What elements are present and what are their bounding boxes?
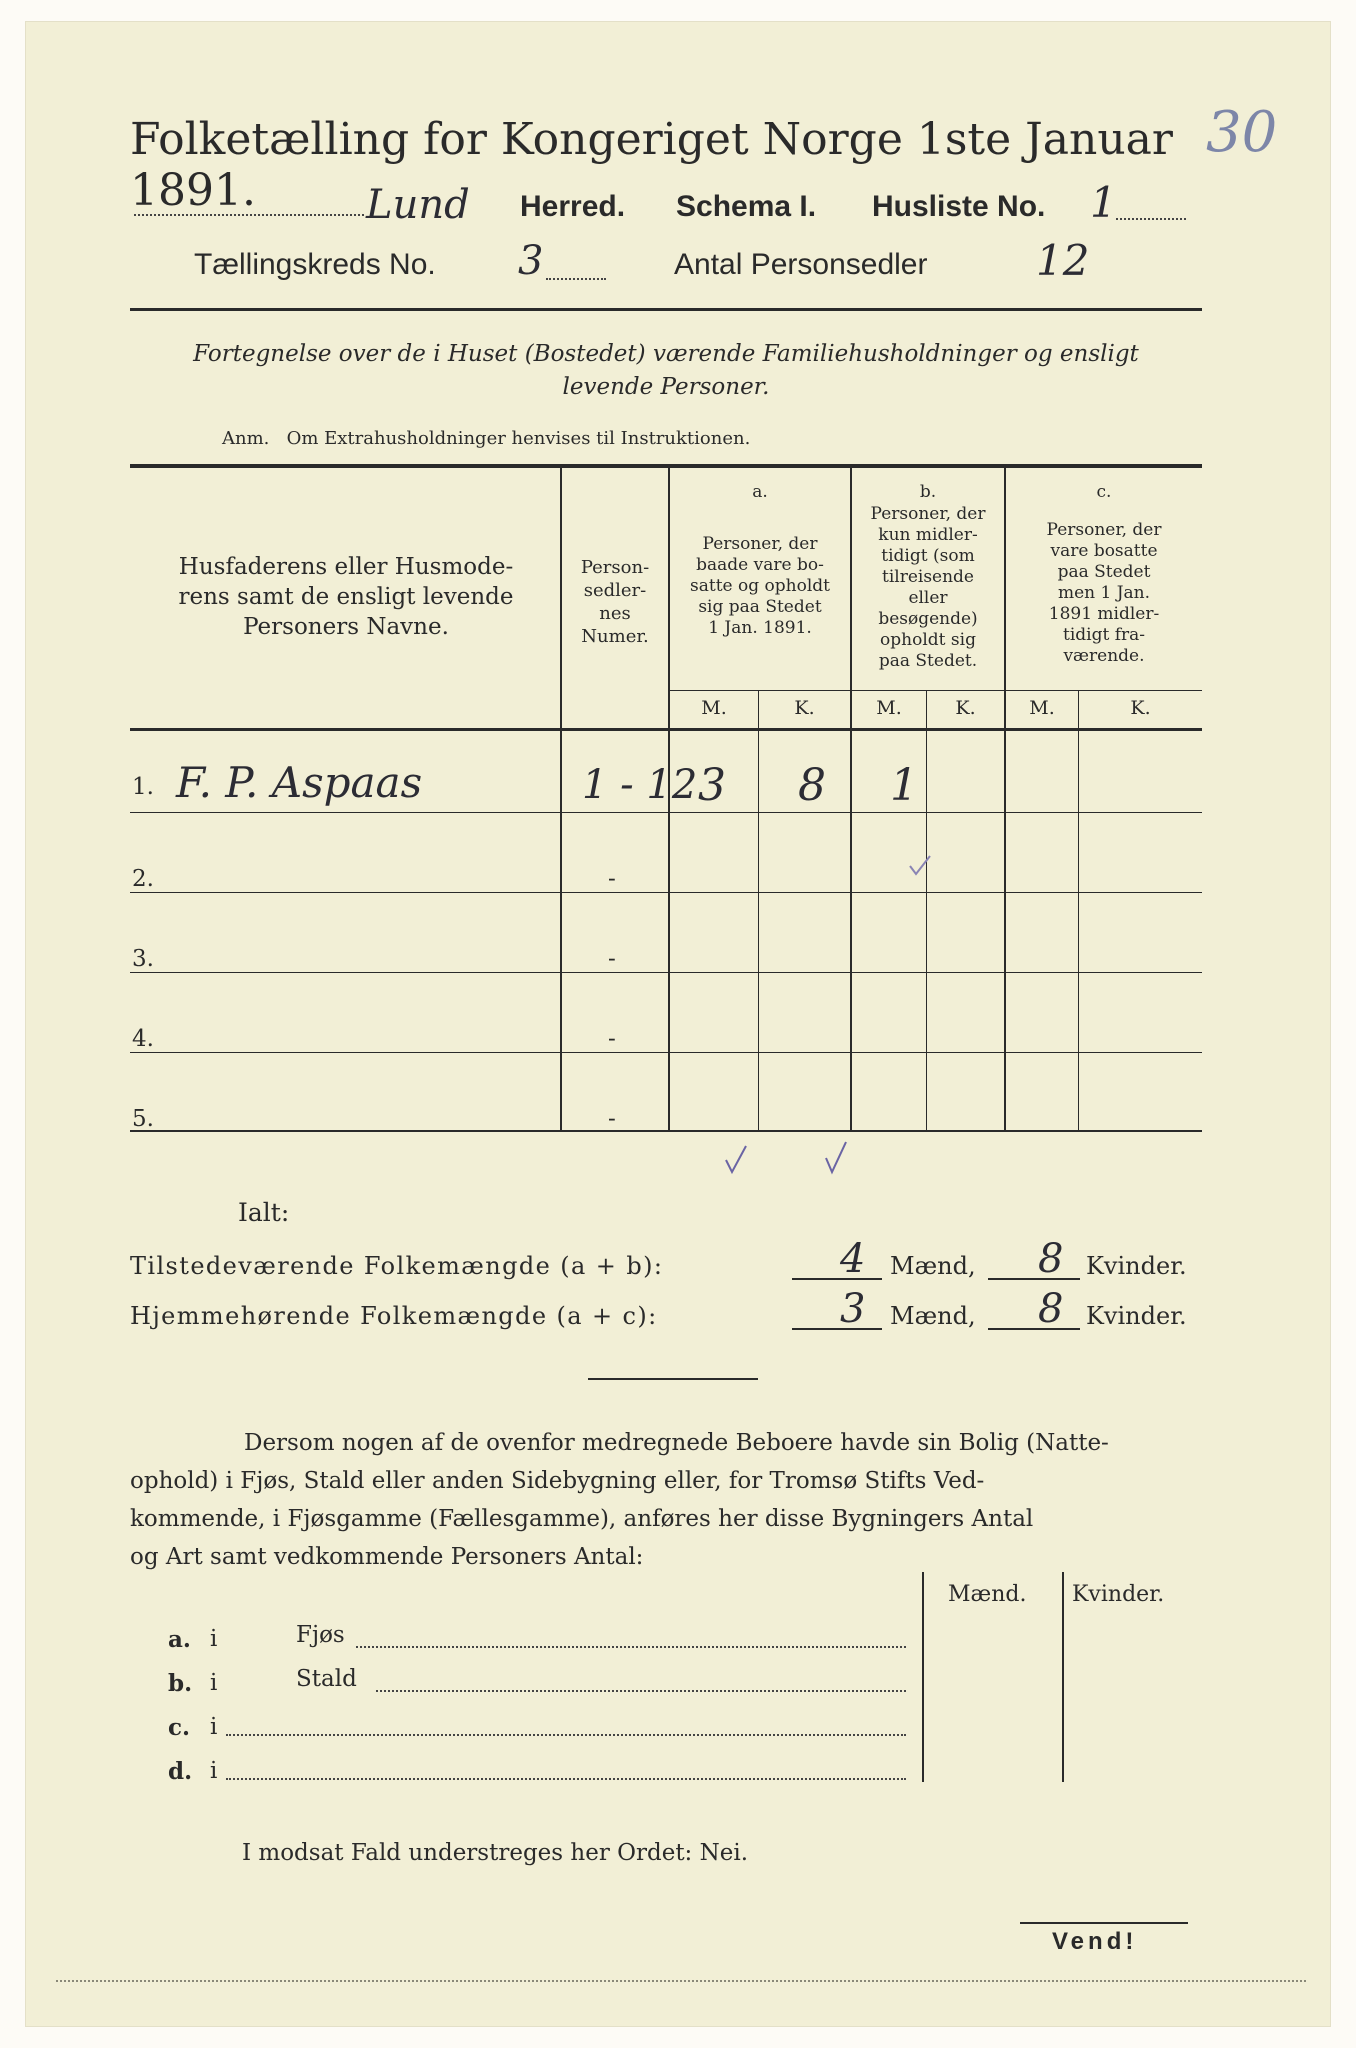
schema-label: Schema I. xyxy=(676,190,817,223)
header-person-number: Person- sedler- nes Numer. xyxy=(580,557,650,647)
b-k-label: K. xyxy=(955,697,976,719)
row-rule-2 xyxy=(130,892,1202,893)
b-m-label: M. xyxy=(876,697,902,719)
outbuilding-b-i: i xyxy=(210,1670,218,1696)
header-a: Personer, der baade vare bo- satte og opholdt sig paa Stedet 1 Jan. 1891. xyxy=(690,534,830,638)
outbuilding-rule-2 xyxy=(1062,1572,1064,1782)
anm-note xyxy=(222,428,750,449)
outbuilding-a-dots xyxy=(356,1646,906,1648)
herred-name: Lund xyxy=(366,182,470,228)
row-4-number: 4. xyxy=(132,1026,154,1052)
personsedler-label: Antal Personsedler xyxy=(674,248,928,281)
row-rule-3 xyxy=(130,972,1202,973)
intro-line-2: levende Personer. xyxy=(562,374,770,400)
resident-k: 8 xyxy=(1038,1286,1064,1332)
outbuilding-a-letter: a. xyxy=(168,1626,191,1653)
c-m-label: M. xyxy=(1029,697,1055,719)
present-k: 8 xyxy=(1038,1236,1064,1282)
col-rule-a-mk xyxy=(758,690,759,1130)
husliste-dots xyxy=(1116,218,1186,220)
outbuilding-kvinder-header: Kvinder. xyxy=(1072,1582,1165,1607)
row-5-number: 5. xyxy=(132,1106,154,1132)
husliste-number: 1 xyxy=(1090,178,1117,227)
form-title: Folketælling for Kongeriget Norge 1ste Januar 1891. xyxy=(130,114,1173,216)
page-number: 30 xyxy=(1206,100,1278,165)
vend-label: Vend! xyxy=(1052,1928,1138,1955)
present-maend: Mænd, xyxy=(890,1252,976,1280)
check-mark-icon xyxy=(722,1142,752,1182)
outbuilding-c-i: i xyxy=(210,1714,218,1740)
kreds-label: Tællingskreds No. xyxy=(194,248,436,281)
row-1-name: F. P. Aspaas xyxy=(176,758,423,807)
kreds-dots xyxy=(546,278,606,280)
herred-dots xyxy=(134,214,364,216)
header-b-letter: b. xyxy=(919,482,937,502)
row-rule-1 xyxy=(130,812,1202,813)
personsedler-count: 12 xyxy=(1036,236,1090,285)
row-3-persons: - xyxy=(608,946,616,972)
row-1-b-m: 1 xyxy=(890,760,918,811)
resident-k-line xyxy=(988,1328,1080,1330)
resident-maend: Mænd, xyxy=(890,1302,976,1330)
row-1-number: 1. xyxy=(132,774,154,800)
footer-note: I modsat Fald understreges her Ordet: Nei. xyxy=(242,1840,749,1866)
outbuilding-rule-1 xyxy=(922,1572,924,1782)
present-m-line xyxy=(792,1278,882,1280)
anm-label: Anm. xyxy=(222,428,270,449)
mk-top-rule xyxy=(670,690,1202,691)
outbuilding-d-dots xyxy=(226,1778,906,1780)
anm-text: Om Extrahusholdninger henvises til Instruktionen. xyxy=(286,428,751,449)
present-k-line xyxy=(988,1278,1080,1280)
outbuilding-a-label: Fjøs xyxy=(296,1622,345,1648)
row-4-persons: - xyxy=(608,1026,616,1052)
outbuilding-maend-header: Mænd. xyxy=(948,1582,1027,1607)
census-form-page xyxy=(26,22,1330,2026)
kreds-number: 3 xyxy=(518,238,544,284)
row-1-persons: 1 - 12 xyxy=(582,762,698,808)
outbuilding-a-i: i xyxy=(210,1626,218,1652)
outbuilding-b-dots xyxy=(376,1690,906,1692)
row-rule-4 xyxy=(130,1052,1202,1053)
present-label: Tilstedeværende Folkemængde (a + b): xyxy=(130,1252,664,1280)
header-c-letter: c. xyxy=(1096,482,1112,502)
present-kvinder: Kvinder. xyxy=(1086,1252,1187,1280)
resident-m-line xyxy=(792,1328,882,1330)
ialt-label: Ialt: xyxy=(238,1198,290,1227)
outbuilding-c-letter: c. xyxy=(168,1714,191,1741)
intro-text xyxy=(130,338,1202,404)
header-rule xyxy=(130,308,1202,311)
resident-kvinder: Kvinder. xyxy=(1086,1302,1187,1330)
husliste-label: Husliste No. xyxy=(872,190,1046,223)
outbuilding-paragraph: Dersom nogen af de ovenfor medregnede Beboere havde sin Bolig (Natte- ophold) i Fjøs, Stald eller anden Sidebygning eller, for Tromsø Stifts Ved- kommende, i Fjøsgamme (Fællesgamme), anføres her disse Bygningers Antal og Art samt vedkommende Personers Antal: xyxy=(130,1430,1109,1570)
check-mark-icon xyxy=(906,852,936,882)
resident-label: Hjemmehørende Folkemængde (a + c): xyxy=(130,1302,658,1330)
outbuilding-d-letter: d. xyxy=(168,1758,193,1785)
row-1-a-k: 8 xyxy=(798,760,826,811)
col-rule-c-mk xyxy=(1078,690,1079,1130)
outbuilding-b-letter: b. xyxy=(168,1670,193,1697)
present-m: 4 xyxy=(840,1236,866,1282)
col-rule-b-mk xyxy=(926,690,927,1130)
bottom-edge-marks xyxy=(56,1980,1306,1982)
table-bottom-rule xyxy=(130,1130,1202,1132)
row-2-number: 2. xyxy=(132,866,154,892)
outbuilding-b-label: Stald xyxy=(296,1666,357,1692)
vend-rule xyxy=(1020,1922,1188,1924)
table-top-rule xyxy=(130,464,1202,468)
outbuilding-c-dots xyxy=(226,1734,906,1736)
herred-label: Herred. xyxy=(520,190,626,223)
header-c: Personer, der vare bosatte paa Stedet men 1 Jan. 1891 midler- tidigt fra- værende. xyxy=(1046,520,1162,666)
table-header-rule xyxy=(130,728,1202,731)
header-b: Personer, der kun midler- tidigt (som tilreisende eller besøgende) opholdt sig paa Stedet. xyxy=(870,504,986,671)
row-5-persons: - xyxy=(608,1106,616,1132)
header-names: Husfaderens eller Husmode- rens samt de ensligt levende Personers Navne. xyxy=(178,554,514,640)
section-divider xyxy=(588,1378,758,1380)
a-m-label: M. xyxy=(701,697,727,719)
row-1-a-m: 3 xyxy=(698,760,726,811)
intro-line-1: Fortegnelse over de i Huset (Bostedet) værende Familiehusholdninger og ensligt xyxy=(193,341,1139,367)
header-a-letter: a. xyxy=(752,482,768,502)
check-mark-icon xyxy=(822,1138,852,1182)
resident-m: 3 xyxy=(840,1286,866,1332)
row-2-persons: - xyxy=(608,866,616,892)
a-k-label: K. xyxy=(794,697,815,719)
c-k-label: K. xyxy=(1130,697,1151,719)
row-3-number: 3. xyxy=(132,946,154,972)
outbuilding-d-i: i xyxy=(210,1758,218,1784)
